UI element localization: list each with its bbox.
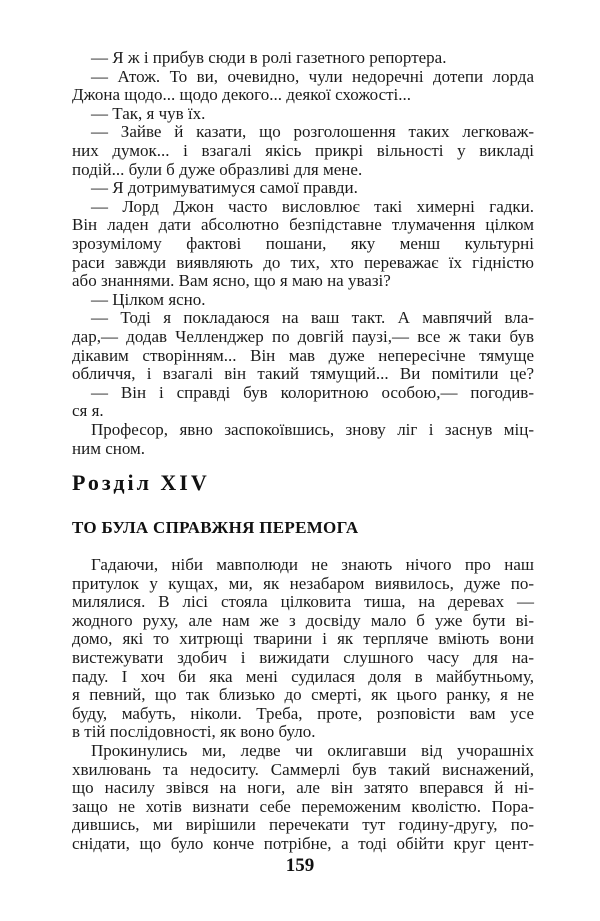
- text-line: — Лорд Джон часто висловлює такі химерні гадки.: [91, 196, 534, 216]
- text-line: Професор, явно заспокоївшись, знову ліг і заснув міц-: [91, 420, 534, 439]
- text-line: ся я.: [72, 401, 104, 421]
- text-line: подій... були б дуже образливі для мене.: [72, 159, 363, 179]
- text-line: дікавим створінням... Він мав дуже непересічне тямуще: [72, 345, 534, 365]
- text-line: — Цілком ясно.: [91, 289, 206, 309]
- text-line: раси завжди виявляють до тих, хто переважає їх гідністю: [72, 252, 534, 272]
- text-line: Гадаючи, ніби мавполюди не знають нічого про наш: [91, 555, 534, 574]
- text-line: обличчя, і взагалі він такий тямущий... Ви помітили це?: [72, 364, 534, 384]
- text-line: домо, які то хитрющі тварини і як терпляче вміють вони: [72, 629, 534, 649]
- text-line: буду, мабуть, ніколи. Треба, проте, розповісти вам усе: [72, 703, 534, 723]
- chapter-title: ТО БУЛА СПРАВЖНЯ ПЕРЕМОГА: [72, 518, 359, 537]
- text-line: я певний, що так близько до смерті, як цього ранку, я не: [72, 685, 534, 705]
- page-number: 159: [285, 855, 315, 876]
- text-line: хвилювань та недоситу. Саммерлі був такий виснажений,: [72, 759, 534, 779]
- text-line: зрозумілому фактові пошани, яку менш культурні: [72, 234, 534, 253]
- text-line: — Я ж і прибув сюди в ролі газетного репортера.: [91, 48, 447, 67]
- text-line: або знаннями. Вам ясно, що я маю на увазі?: [72, 271, 391, 291]
- text-line: — Він і справді був колоритною особою,— погодив-: [91, 382, 534, 402]
- text-line: в тій послідовності, як воно було.: [72, 722, 316, 742]
- text-line: що насилу звівся на ноги, але він затято вперався й ні-: [72, 778, 534, 798]
- text-line: снідати, що було конче потрібне, а тоді обійти круг цент-: [72, 834, 534, 853]
- text-line: них думок... і взагалі якісь прикрі вільності у викладі: [72, 141, 534, 160]
- text-line: милялися. В лісі стояла цілковита тиша, на деревах —: [72, 592, 534, 612]
- text-line: защо не хотів визнати себе переможеним кволістю. Пора-: [72, 796, 534, 816]
- text-line: — Так, я чув їх.: [91, 103, 206, 123]
- text-line: жодного руху, але нам же з досвіду мало б уже бути ві-: [72, 610, 534, 630]
- text-line: — Зайве й казати, що розголошення таких легковаж-: [91, 122, 534, 142]
- text-line: — Я дотримуватимуся самої правди.: [91, 178, 358, 198]
- text-line: Він ладен дати абсолютно безпідставне тлумачення цілком: [72, 215, 534, 235]
- text-line: — Тоді я покладаюся на ваш такт. А мавпячий вла-: [91, 308, 534, 328]
- text-line: Джона щодо... щодо декого... деякої схожості...: [72, 85, 412, 105]
- text-line: Прокинулись ми, ледве чи оклигавши від учорашніх: [91, 741, 534, 760]
- text-line: вистежувати здобич і вижидати слушного часу для на-: [72, 648, 534, 667]
- text-line: ним сном.: [72, 438, 146, 458]
- text-line: притулок у кущах, ми, як незабаром виявилось, дуже по-: [72, 573, 534, 593]
- text-line: — Атож. То ви, очевидно, чули недоречні дотепи лорда: [91, 66, 534, 86]
- text-line: дившись, ми вирішили перечекати тут годину-другу, по-: [72, 815, 534, 835]
- text-line: дар,— додав Челленджер по довгій паузі,— все ж таки був: [72, 327, 534, 346]
- text-line: паду. І хоч би яка мені судилася доля в майбутньому,: [72, 666, 534, 686]
- chapter-heading: Розділ XIV: [72, 470, 210, 495]
